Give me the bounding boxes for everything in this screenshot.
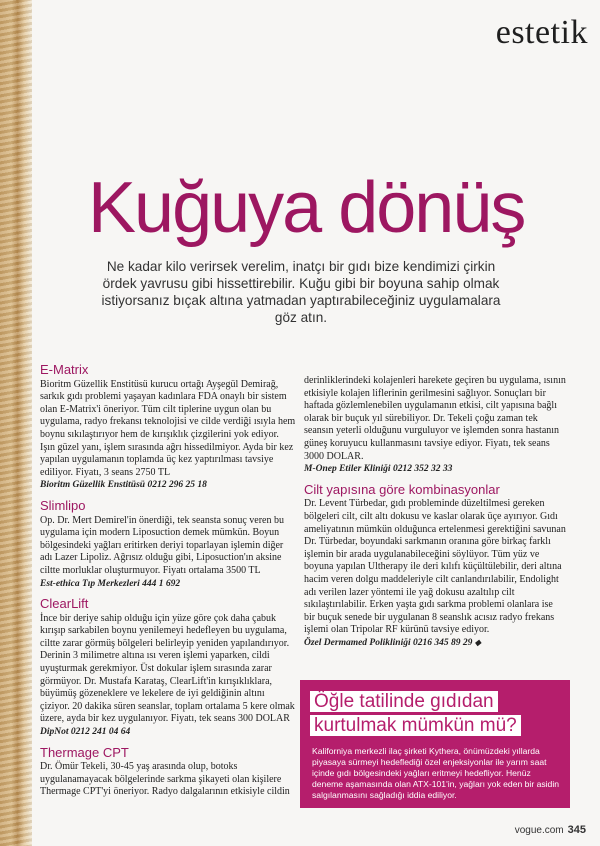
box-title-line1: Öğle tatilinde gıdıdan <box>310 691 498 712</box>
contact-slimlipo: Est-ethica Tıp Merkezleri 444 1 692 <box>40 578 181 589</box>
heading-cilt: Cilt yapısına göre kombinasyonlar <box>304 481 500 497</box>
article-title: Kuğuya dönüş <box>88 168 525 248</box>
footer-site: vogue.com <box>514 825 564 836</box>
body-ematrix: Bioritm Güzellik Enstitüsü kurucu ortağı Ayşegül Demirağ, sarkık gıdı problemi yaşayan kadınlara FDA onaylı bir sistem olan E-Matrix'i öneriyor. Tüm cilt tiplerine uygun olan bu uygulama, radyo frekansı teknolojisi ve cilde verdiği ısıyla hem boynu sıkılaştırıyor hem de kırışıklık çizgilerini yok ediyor. Işın güzel yanı, işlem sırasında ağrı hissedilmiyor. Ayda bir kez yapılan uygulamanın toplamda üç kez yaptırılması tavsiye ediliyor. Fiyatı, 3 seans 2750 TL <box>40 378 296 478</box>
heading-thermage: Thermage CPT <box>40 744 129 760</box>
contact-cilt-text: Özel Dermamed Polikliniği 0216 345 89 29 <box>304 637 473 648</box>
body-slimlipo: Op. Dr. Mert Demirel'in önerdiği, tek seansta sonuç veren bu uygulama için modern Liposuction demek mümkün. Boyun bölgesindeki yağları eritirken deriyi toparlayan işlemin diğer adı Lazer Lipoliz. Ağrısız olduğu gibi, Liposuction'ın aksine ciltte morluklar oluşturmuyor. Fiyatı ortalama 3500 TL <box>40 514 284 576</box>
heading-clearlift: ClearLift <box>40 596 89 612</box>
contact-cilt <box>304 637 566 650</box>
box-title-line2: kurtulmak mümkün mü? <box>310 715 521 736</box>
heading-ematrix: E-Matrix <box>40 362 89 377</box>
contact-ematrix: Bioritm Güzellik Enstitüsü 0212 296 25 18 <box>40 480 207 491</box>
box-body: Kaliforniya merkezli ilaç şirketi Kythera, önümüzdeki yıllarda piyasaya sürmeyi hedeflediği özel enjeksiyonlar ile yarım saat içinde gıdı bölgesindeki yağları eritmeyi hedefliyor. Henüz deneme aşamasında olan ATX-101'in, yağları yok eden bir asidin salgılanmasını sağladığı iddia ediliyor. <box>312 746 560 800</box>
body-clearlift: İnce bir deriye sahip olduğu için yüze göre çok daha çabuk kırışıp sarkabilen boynu yenilemeyi hedefleyen bu uygulama, ciltte zarar görmüş bölgeleri belirleyip yeniden yapılandırıyor. Derinin 3 milimetre altına ısı veren işlemi yaparken, cildi uyuşturmak gerekmiyor. Üst dokular işlem sırasında zarar görmüyor. Dr. Mustafa Karataş, ClearLift'in kırışıklıklara, büyümüş gözeneklere ve lekelere de iyi geldiğinin altını çiziyor. 20 dakika süren seanslar, toplam ortalama 5 kere olmak üzere, ayda bir kez uygulanıyor. Fiyatı, tek seans 300 DOLAR <box>40 612 295 725</box>
page-number: 345 <box>567 824 586 836</box>
body-thermage-cont: derinliklerindeki kolajenleri harekete geçiren bu uygulama, ısının etkisiyle kolajen liflerinin gerilmesini sağlıyor. Sonuçları bir haftada gözlemlenebilen uygulamanın etkisi, cilt yapısına bağlı olarak bir buçuk yıl sürebiliyor. Dr. Tekeli çoğu zaman tek seansın yeterli olduğunu vurguluyor ve işlemden sonra hastanın güneş koruyucu kullanmasını tavsiye ediyor. Fiyatı, tek seans 3000 DOLAR. <box>304 375 566 462</box>
heading-slimlipo: Slimlipo <box>40 497 86 513</box>
section-tag: estetik <box>495 14 588 51</box>
right-column <box>304 375 566 649</box>
box-title <box>310 690 560 738</box>
left-column <box>40 360 296 799</box>
sidebar-box <box>300 680 570 808</box>
hair-photo-edge <box>0 0 32 846</box>
body-cilt: Dr. Levent Türbedar, gıdı probleminde düzeltilmesi gereken bölgeleri cilt, cilt altı dokusu ve kaslar olarak üçe ayırıyor. Gıdı ameliyatının mümkün olduğunca ertelenmesi gerektiğini savunan Dr. Türbedar, boyundaki sarkmanın oranına göre birkaç farklı işlemin bir arada uygulanabileceğini söylüyor. Tüm yüz ve boyuna yapılan Ultherapy ile deri kılıfı küçültülebilir, deri altına hacim veren dolgu maddeleriyle cilt canlandırılabilir, Endolight adı verilen lazer yöntemi ile yağ dokusu azaltılıp cilt sıkılaştırılabilir. Erken yaşta gıdı sarkma problemi olanlara ise bir buçuk senede bir uygulanan 8 seanslık acısız radyo frekans işlemi olan Tripolar RF kürünü tavsiye ediyor. <box>304 498 566 636</box>
contact-thermage: M-Onep Etiler Kliniği 0212 352 32 33 <box>304 464 453 475</box>
article-lead: Ne kadar kilo verirsek verelim, inatçı bir gıdı bize kendimizi çirkin ördek yavrusu gibi hissettirebilir. Kuğu gibi bir boyuna sahip olmak istiyorsanız bıçak altına yatmadan yaptırabileceğiniz uygulamalara göz atın. <box>101 259 501 325</box>
contact-clearlift: DipNot 0212 241 04 64 <box>40 727 131 738</box>
page-footer <box>515 824 586 836</box>
end-mark-icon: ◆ <box>474 637 481 647</box>
body-thermage: Dr. Ömür Tekeli, 30-45 yaş arasında olup, botoks uygulanamayacak bölgelerinde sarkma şikayeti olan kişilere Thermage CPT'yi öneriyor. Radyo dalgalarının etkisiyle cildin <box>40 761 290 798</box>
